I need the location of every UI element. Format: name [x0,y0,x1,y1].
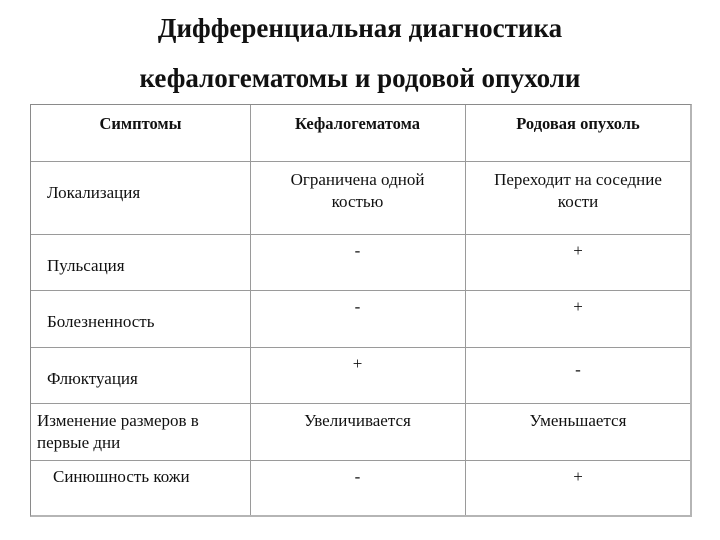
cell-text-line: костью [331,192,384,211]
cell-text-line: кости [557,192,599,211]
row-size-change-birth-tumor: Уменьшается [529,411,627,430]
row-divider [31,403,690,404]
diagnosis-table [30,104,692,517]
row-divider [31,347,690,348]
header-symptoms: Симптомы [99,114,182,133]
row-pulsation-birth-tumor: + [573,241,583,260]
row-symptom-skin-cyanosis: Синюшность кожи [53,467,190,486]
row-tenderness-cephalohematoma: - [354,297,361,316]
page-title-line-2: кефалогематомы и родовой опухоли [139,63,581,93]
row-tenderness-birth-tumor: + [573,297,583,316]
row-symptom-pulsation: Пульсация [47,256,125,275]
row-pulsation-cephalohematoma: - [354,241,361,260]
row-skin-cyanosis-cephalohematoma: - [354,467,361,486]
header-cephalohematoma: Кефалогематома [295,114,420,133]
row-skin-cyanosis-birth-tumor: + [573,467,583,486]
row-size-change-cephalohematoma: Увеличивается [304,411,411,430]
row-fluctuation-birth-tumor: - [575,360,581,379]
row-divider [31,460,690,461]
row-divider [31,161,690,162]
cell-text-line: Изменение размеров в [37,411,199,430]
row-localization-birth-tumor [465,169,691,213]
row-divider [31,234,690,235]
row-localization-cephalohematoma [250,169,465,213]
row-symptom-tenderness: Болезненность [47,312,155,331]
row-divider [31,290,690,291]
row-symptom-size-change [37,410,199,454]
cell-text-line: Переходит на соседние [494,170,662,189]
row-symptom-fluctuation: Флюктуация [47,369,138,388]
page-title-line-1: Дифференциальная диагностика [157,13,563,43]
row-fluctuation-cephalohematoma: + [352,354,363,373]
row-symptom-localization: Локализация [47,183,141,202]
cell-text-line: первые дни [37,433,121,452]
header-birth-tumor: Родовая опухоль [516,114,640,133]
cell-text-line: Ограничена одной [290,170,425,189]
